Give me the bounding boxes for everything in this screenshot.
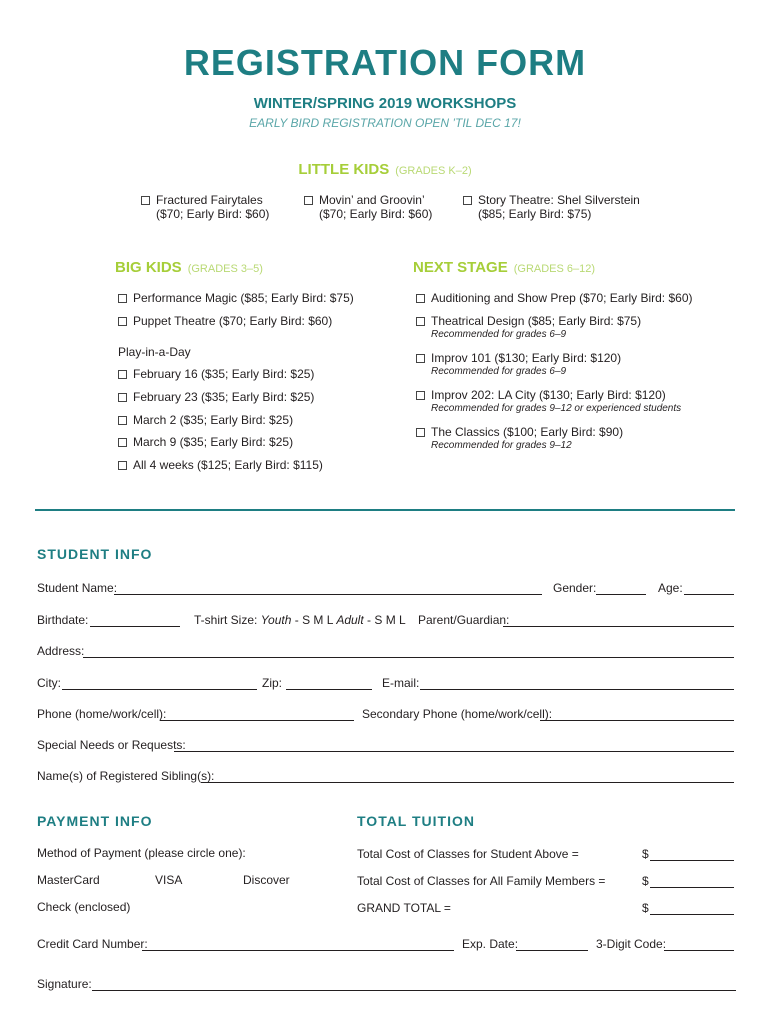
checkbox[interactable] [118, 370, 127, 379]
secondary-phone-field[interactable] [540, 720, 734, 721]
youth-sizes[interactable]: - S M L [294, 613, 333, 627]
checkbox-item-puppet-theatre[interactable] [118, 314, 332, 328]
class-label: Puppet Theatre ($70; Early Bird: $60) [133, 314, 333, 328]
student-info-heading: STUDENT INFO [37, 546, 153, 562]
dollar-sign: $ [642, 901, 649, 915]
special-needs-label: Special Needs or Requests: [37, 738, 186, 752]
adult-label: Adult [336, 613, 364, 627]
checkbox[interactable] [118, 317, 127, 326]
gender-field[interactable] [596, 594, 646, 595]
class-name: Story Theatre: Shel Silverstein [478, 193, 640, 207]
tshirt-size-options[interactable] [194, 613, 406, 627]
class-label: March 2 ($35; Early Bird: $25) [133, 413, 294, 427]
mastercard-option[interactable]: MasterCard [37, 873, 100, 887]
checkbox[interactable] [416, 354, 425, 363]
next-stage-title: NEXT STAGE [413, 259, 508, 276]
parent-guardian-label: Parent/Guardian: [418, 613, 510, 627]
checkbox-item-story-theatre[interactable] [463, 193, 640, 221]
class-label: February 23 ($35; Early Bird: $25) [133, 390, 315, 404]
dollar-sign: $ [642, 847, 649, 861]
city-field[interactable] [62, 689, 257, 690]
section-divider [35, 509, 735, 511]
grade-recommendation: Recommended for grades 6–9 [431, 366, 567, 377]
class-label: Auditioning and Show Prep ($70; Early Bird: $60) [431, 291, 693, 305]
gender-label: Gender: [553, 581, 597, 595]
student-total-field[interactable] [650, 860, 734, 861]
checkbox[interactable] [118, 461, 127, 470]
big-kids-title: BIG KIDS [115, 259, 182, 276]
signature-label: Signature: [37, 977, 92, 991]
student-total-label: Total Cost of Classes for Student Above = [357, 847, 579, 861]
class-label: The Classics ($100; Early Bird: $90) [431, 425, 624, 439]
youth-label: Youth [260, 613, 292, 627]
big-kids-grades: (GRADES 3–5) [187, 263, 263, 275]
special-needs-field[interactable] [174, 751, 734, 752]
class-label: February 16 ($35; Early Bird: $25) [133, 367, 315, 381]
family-total-field[interactable] [650, 887, 734, 888]
class-price: ($85; Early Bird: $75) [478, 207, 592, 221]
family-total-label: Total Cost of Classes for All Family Members = [357, 874, 606, 888]
zip-field[interactable] [286, 689, 372, 690]
siblings-field[interactable] [201, 782, 734, 783]
payment-info-heading: PAYMENT INFO [37, 813, 153, 829]
checkbox-item-fractured-fairytales[interactable] [141, 193, 269, 221]
grade-recommendation: Recommended for grades 6–9 [431, 329, 567, 340]
total-tuition-heading: TOTAL TUITION [357, 813, 475, 829]
play-in-a-day-label: Play-in-a-Day [118, 345, 191, 359]
age-label: Age: [658, 581, 683, 595]
checkbox-item-feb-23[interactable] [118, 390, 314, 404]
grand-total-label: GRAND TOTAL = [357, 901, 451, 915]
student-name-label: Student Name: [37, 581, 118, 595]
checkbox-item-the-classics[interactable] [416, 425, 623, 439]
early-bird-notice: EARLY BIRD REGISTRATION OPEN ’TIL DEC 17! [249, 116, 521, 130]
checkbox[interactable] [118, 416, 127, 425]
class-name: Movin’ and Groovin’ [319, 193, 425, 207]
checkbox[interactable] [141, 196, 150, 205]
checkbox[interactable] [304, 196, 313, 205]
little-kids-title: LITTLE KIDS [298, 161, 390, 178]
checkbox-item-auditioning[interactable] [416, 291, 693, 305]
signature-field[interactable] [92, 990, 736, 991]
student-name-field[interactable] [114, 594, 542, 595]
checkbox[interactable] [118, 294, 127, 303]
cvv-label: 3-Digit Code: [596, 937, 667, 951]
card-number-field[interactable] [142, 950, 454, 951]
payment-method-label: Method of Payment (please circle one): [37, 846, 246, 860]
secondary-phone-label: Secondary Phone (home/work/cell): [362, 707, 553, 721]
grade-recommendation: Recommended for grades 9–12 [431, 440, 572, 451]
exp-date-label: Exp. Date: [462, 937, 519, 951]
checkbox-item-mar-9[interactable] [118, 435, 293, 449]
checkbox[interactable] [416, 294, 425, 303]
discover-option[interactable]: Discover [243, 873, 290, 887]
class-label: Theatrical Design ($85; Early Bird: $75) [431, 314, 642, 328]
checkbox[interactable] [416, 428, 425, 437]
checkbox-item-all-4-weeks[interactable] [118, 458, 323, 472]
exp-date-field[interactable] [516, 950, 588, 951]
class-label: Improv 202: LA City ($130; Early Bird: $120) [431, 388, 666, 402]
address-field[interactable] [83, 657, 734, 658]
checkbox-item-improv-101[interactable] [416, 351, 621, 365]
class-name: Fractured Fairytales [156, 193, 263, 207]
checkbox-item-performance-magic[interactable] [118, 291, 354, 305]
class-label: March 9 ($35; Early Bird: $25) [133, 435, 294, 449]
tshirt-size-label: T-shirt Size: [194, 613, 258, 627]
siblings-label: Name(s) of Registered Sibling(s): [37, 769, 215, 783]
form-subtitle: WINTER/SPRING 2019 WORKSHOPS [253, 95, 517, 112]
little-kids-heading [0, 161, 770, 178]
big-kids-heading [115, 259, 263, 276]
checkbox[interactable] [463, 196, 472, 205]
next-stage-grades: (GRADES 6–12) [513, 263, 596, 275]
adult-sizes[interactable]: - S M L [367, 613, 406, 627]
check-option[interactable]: Check (enclosed) [37, 900, 131, 914]
birthdate-label: Birthdate: [37, 613, 89, 627]
little-kids-grades: (GRADES K–2) [395, 165, 472, 177]
birthdate-field[interactable] [90, 626, 180, 627]
class-label: All 4 weeks ($125; Early Bird: $115) [133, 458, 323, 472]
email-label: E-mail: [382, 676, 420, 690]
checkbox[interactable] [416, 391, 425, 400]
class-price: ($70; Early Bird: $60) [156, 207, 270, 221]
phone-label: Phone (home/work/cell): [37, 707, 167, 721]
grade-recommendation: Recommended for grades 9–12 or experienced students [431, 403, 682, 414]
parent-guardian-field[interactable] [503, 626, 734, 627]
visa-option[interactable]: VISA [155, 873, 183, 887]
checkbox-item-movin-and-groovin[interactable] [304, 193, 432, 221]
form-title: REGISTRATION FORM [183, 42, 587, 83]
card-number-label: Credit Card Number: [37, 937, 148, 951]
next-stage-heading [413, 259, 595, 276]
checkbox-item-mar-2[interactable] [118, 413, 293, 427]
grand-total-field[interactable] [650, 914, 734, 915]
class-price: ($70; Early Bird: $60) [319, 207, 433, 221]
checkbox[interactable] [118, 438, 127, 447]
class-label: Performance Magic ($85; Early Bird: $75) [133, 291, 354, 305]
phone-field[interactable] [160, 720, 354, 721]
dollar-sign: $ [642, 874, 649, 888]
checkbox[interactable] [416, 317, 425, 326]
checkbox[interactable] [118, 393, 127, 402]
class-label: Improv 101 ($130; Early Bird: $120) [431, 351, 622, 365]
cvv-field[interactable] [664, 950, 734, 951]
address-label: Address: [37, 644, 85, 658]
checkbox-item-feb-16[interactable] [118, 367, 314, 381]
age-field[interactable] [684, 594, 734, 595]
checkbox-item-theatrical-design[interactable] [416, 314, 641, 328]
zip-label: Zip: [262, 676, 283, 690]
checkbox-item-improv-202[interactable] [416, 388, 666, 402]
email-field[interactable] [420, 689, 734, 690]
city-label: City: [37, 676, 61, 690]
